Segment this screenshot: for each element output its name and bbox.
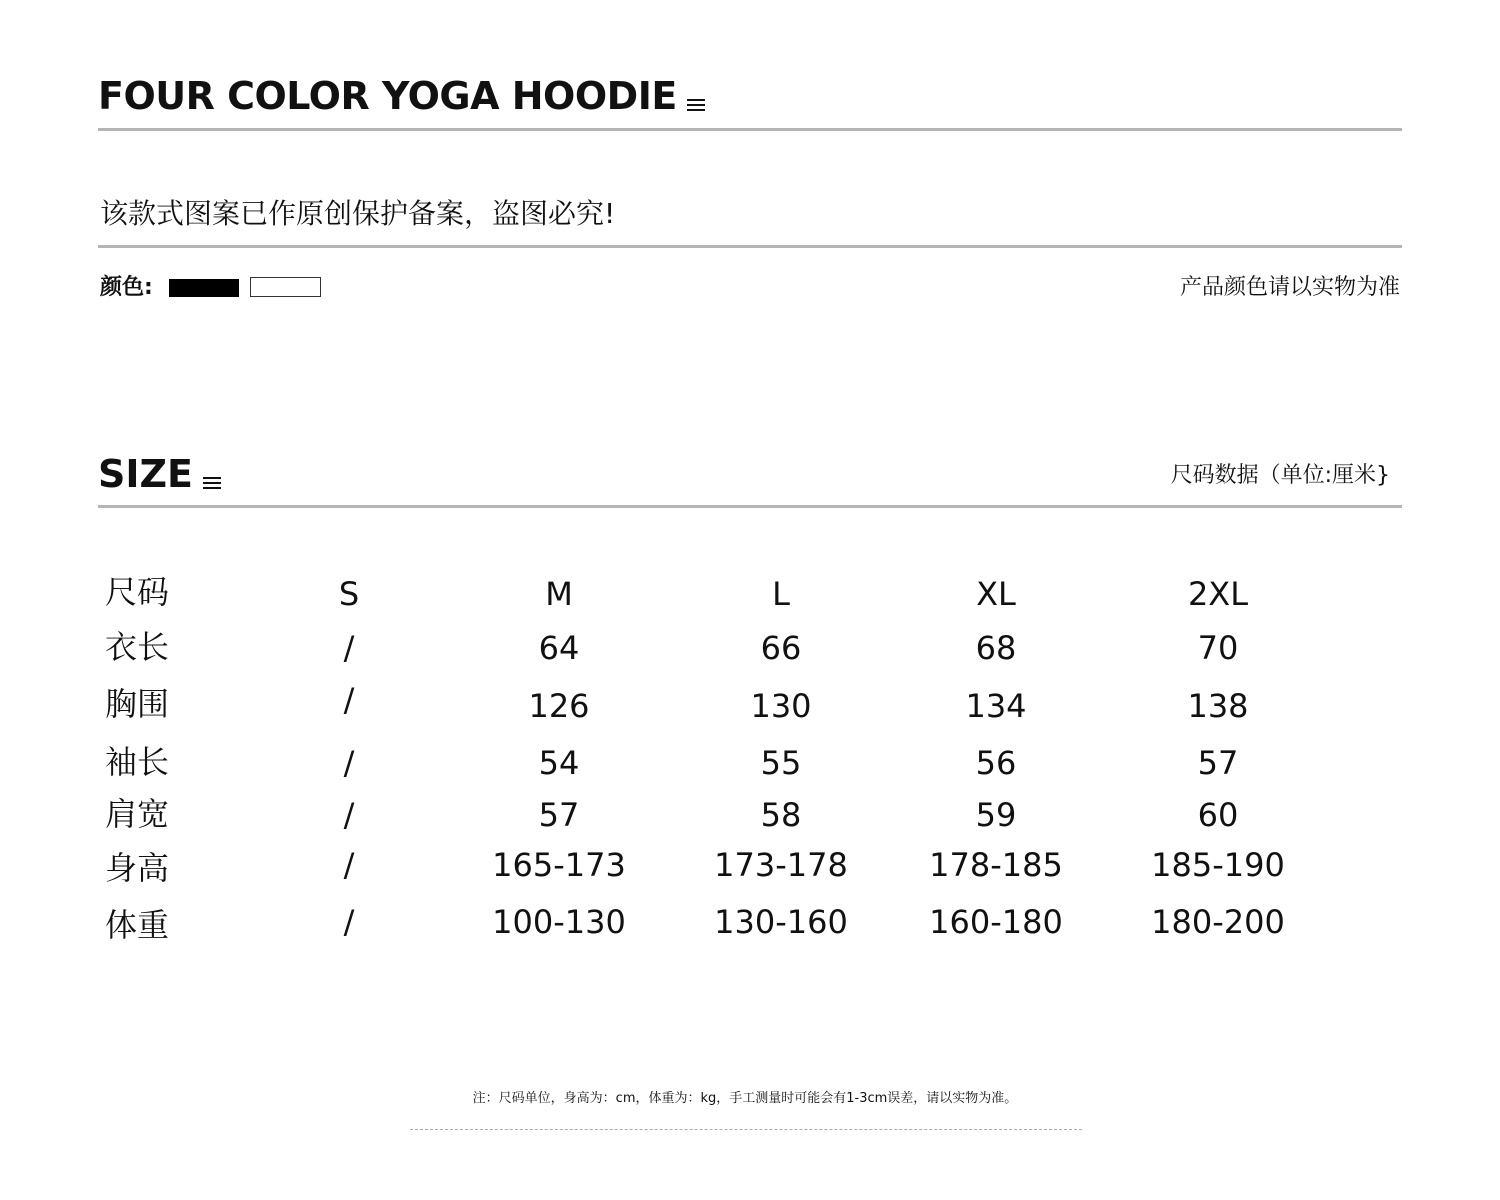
table-cell: / [343,629,355,667]
size-section-title [98,448,221,500]
table-header-cell: L [772,575,790,613]
table-cell: / [343,744,355,782]
page-title [98,70,705,122]
table-cell: 178-185 [929,846,1063,884]
color-disclaimer: 产品颜色请以实物为准 [1179,275,1400,300]
table-cell: 70 [1197,629,1239,667]
unit-note: 尺码数据（单位:厘米} [1170,463,1390,488]
table-cell: 57 [538,796,580,834]
table-cell: 126 [528,687,590,725]
table-cell: / [343,796,355,834]
table-row-label: 身高 [105,849,170,887]
table-cell: 130 [750,687,812,725]
table-cell: 138 [1187,687,1249,725]
table-cell: 160-180 [929,903,1063,941]
table-header-cell: XL [976,575,1016,613]
measurement-footnote: 注：尺码单位，身高为：cm，体重为：kg，手工测量时可能会有1-3cm误差，请以实物为准。 [472,1091,1018,1106]
page-title-text: FOUR COLOR YOGA HOODIE [98,74,677,118]
table-cell: 54 [538,744,580,782]
table-cell: 185-190 [1151,846,1285,884]
table-header-cell: 2XL [1187,575,1249,613]
table-header-label: 尺码 [105,573,170,611]
table-row-label: 衣长 [105,628,170,666]
table-cell: 55 [760,744,802,782]
table-header-cell: M [545,575,573,613]
table-cell: / [343,903,355,941]
table-cell: 180-200 [1151,903,1285,941]
table-cell: 60 [1197,796,1239,834]
size-divider [98,505,1402,508]
table-cell: 64 [538,629,580,667]
color-swatch-white[interactable] [250,277,321,297]
menu-lines-icon [203,477,221,489]
table-cell: / [343,681,355,719]
table-cell: 134 [965,687,1027,725]
table-header-cell: S [338,575,360,613]
notice-divider [98,245,1402,248]
table-cell: / [343,846,355,884]
copyright-notice: 该款式图案已作原创保护备案，盗图必究! [100,197,616,230]
table-cell: 56 [975,744,1017,782]
table-cell: 57 [1197,744,1239,782]
table-row-label: 袖长 [105,743,170,781]
table-row-label: 肩宽 [105,795,170,833]
table-cell: 58 [760,796,802,834]
table-cell: 59 [975,796,1017,834]
table-cell: 130-160 [714,903,848,941]
table-cell: 100-130 [492,903,626,941]
table-cell: 173-178 [714,846,848,884]
table-row-label: 胸围 [105,685,170,723]
table-row-label: 体重 [105,906,170,944]
table-cell: 68 [975,629,1017,667]
table-cell: 66 [760,629,802,667]
size-title-text: SIZE [98,452,194,496]
color-label: 颜色: [100,275,153,300]
title-divider [98,128,1402,131]
color-swatch-black[interactable] [169,279,239,297]
menu-lines-icon [687,99,705,111]
footnote-divider [410,1129,1082,1130]
table-cell: 165-173 [492,846,626,884]
